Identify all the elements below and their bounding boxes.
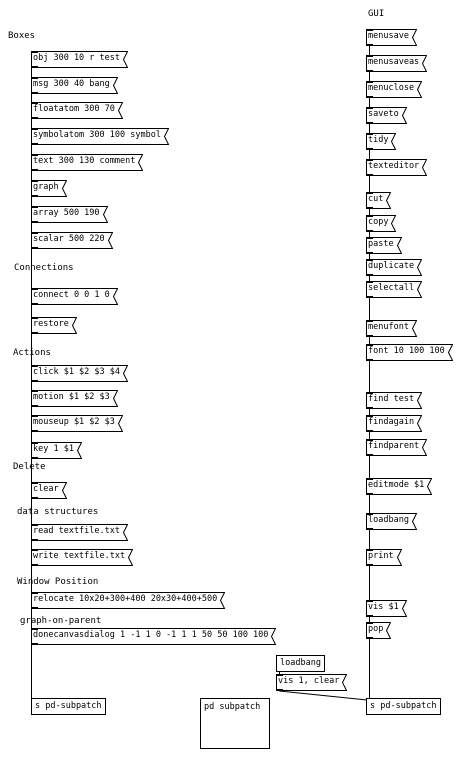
- msg-duplicate[interactable]: duplicate: [366, 259, 422, 276]
- outlet: [366, 454, 373, 456]
- msg-font[interactable]: font 10 100 100: [366, 344, 453, 361]
- inlet: [366, 192, 373, 194]
- outlet: [366, 230, 373, 232]
- inlet: [366, 107, 373, 109]
- msg-read-textfile[interactable]: read textfile.txt: [31, 524, 128, 541]
- inlet: [366, 344, 373, 346]
- msg-tidy[interactable]: tidy: [366, 133, 396, 150]
- inlet: [366, 281, 373, 283]
- label-boxes: Boxes: [8, 31, 36, 41]
- msg-motion[interactable]: motion $1 $2 $3: [31, 390, 118, 407]
- inlet: [31, 482, 38, 484]
- inlet: [31, 232, 38, 234]
- inlet: [276, 674, 283, 676]
- obj-loadbang[interactable]: loadbang: [276, 655, 325, 672]
- inlet: [31, 317, 38, 319]
- outlet: [366, 274, 373, 276]
- inlet: [31, 592, 38, 594]
- inlet: [366, 478, 373, 480]
- msg-text[interactable]: text 300 130 comment: [31, 154, 143, 171]
- outlet: [31, 303, 38, 305]
- msg-connect[interactable]: connect 0 0 1 0: [31, 288, 118, 305]
- inlet: [366, 81, 373, 83]
- outlet: [366, 615, 373, 617]
- msg-restore[interactable]: restore: [31, 317, 77, 334]
- inlet: [31, 51, 38, 53]
- msg-obj[interactable]: obj 300 10 r test: [31, 51, 128, 68]
- msg-array[interactable]: array 500 190: [31, 206, 108, 223]
- outlet: [366, 207, 373, 209]
- outlet: [31, 430, 38, 432]
- outlet: [366, 407, 373, 409]
- inlet: [366, 600, 373, 602]
- inlet: [31, 415, 38, 417]
- outlet: [31, 66, 38, 68]
- msg-donecanvasdialog[interactable]: donecanvasdialog 1 -1 1 0 -1 1 1 50 50 100 100: [31, 628, 276, 645]
- inlet: [366, 320, 373, 322]
- msg-pop[interactable]: pop: [366, 622, 391, 639]
- msg-vis[interactable]: vis $1: [366, 600, 407, 617]
- msg-relocate[interactable]: relocate 10x20+300+400 20x30+400+500: [31, 592, 225, 609]
- outlet: [31, 117, 38, 119]
- inlet: [31, 390, 38, 392]
- msg-editmode[interactable]: editmode $1: [366, 478, 432, 495]
- msg-find-test[interactable]: find test: [366, 392, 422, 409]
- inlet: [366, 55, 373, 57]
- label-data-structures: data structures: [17, 507, 99, 517]
- outlet: [366, 122, 373, 124]
- msg-findagain[interactable]: findagain: [366, 415, 422, 432]
- outlet: [31, 380, 38, 382]
- inlet: [366, 513, 373, 515]
- inlet: [31, 628, 38, 630]
- inlet: [366, 237, 373, 239]
- outlet: [31, 497, 38, 499]
- inlet: [366, 159, 373, 161]
- msg-selectall[interactable]: selectall: [366, 281, 422, 298]
- label-connections: Connections: [14, 263, 74, 273]
- label-gui: GUI: [368, 9, 385, 19]
- inlet: [31, 128, 38, 130]
- label-actions: Actions: [13, 348, 51, 358]
- outlet: [31, 564, 38, 566]
- inlet: [366, 215, 373, 217]
- outlet: [31, 221, 38, 223]
- outlet: [366, 252, 373, 254]
- msg-findparent[interactable]: findparent: [366, 439, 427, 456]
- inlet: [31, 206, 38, 208]
- outlet: [366, 44, 373, 46]
- msg-saveto[interactable]: saveto: [366, 107, 407, 124]
- outlet: [366, 70, 373, 72]
- msg-cut[interactable]: cut: [366, 192, 391, 209]
- label-graph-on-parent: graph-on-parent: [20, 616, 102, 626]
- outlet: [366, 493, 373, 495]
- inlet: [366, 392, 373, 394]
- msg-copy[interactable]: copy: [366, 215, 396, 232]
- msg-menusaveas[interactable]: menusaveas: [366, 55, 427, 72]
- inlet: [366, 29, 373, 31]
- outlet: [366, 528, 373, 530]
- outlet: [31, 92, 38, 94]
- outlet: [31, 195, 38, 197]
- label-window-position: Window Position: [17, 577, 99, 587]
- msg-menufont[interactable]: menufont: [366, 320, 417, 337]
- inlet: [366, 622, 373, 624]
- msg-floatatom[interactable]: floatatom 300 70: [31, 102, 123, 119]
- inlet: [31, 524, 38, 526]
- msg-click[interactable]: click $1 $2 $3 $4: [31, 365, 128, 382]
- msg-scalar[interactable]: scalar 500 220: [31, 232, 113, 249]
- outlet: [366, 296, 373, 298]
- msg-paste[interactable]: paste: [366, 237, 402, 254]
- outlet: [366, 96, 373, 98]
- msg-symbolatom[interactable]: symbolatom 300 100 symbol: [31, 128, 169, 145]
- msg-mouseup[interactable]: mouseup $1 $2 $3: [31, 415, 123, 432]
- msg-loadbang[interactable]: loadbang: [366, 513, 417, 530]
- inlet: [366, 415, 373, 417]
- outlet: [31, 332, 38, 334]
- outlet: [31, 247, 38, 249]
- inlet: [31, 288, 38, 290]
- inlet: [366, 133, 373, 135]
- inlet: [366, 549, 373, 551]
- obj-send-left[interactable]: s pd-subpatch: [31, 698, 106, 715]
- outlet: [366, 430, 373, 432]
- inlet: [31, 180, 38, 182]
- cord-vis-send[interactable]: [280, 691, 368, 700]
- inlet: [366, 439, 373, 441]
- inlet: [31, 102, 38, 104]
- msg-msg[interactable]: msg 300 40 bang: [31, 77, 118, 94]
- obj-pd-subpatch[interactable]: pd subpatch: [200, 698, 270, 749]
- outlet: [276, 689, 283, 691]
- inlet: [366, 259, 373, 261]
- msg-texteditor[interactable]: texteditor: [366, 159, 427, 176]
- inlet: [31, 442, 38, 444]
- inlet: [31, 77, 38, 79]
- msg-menusave[interactable]: menusave: [366, 29, 417, 46]
- outlet: [31, 539, 38, 541]
- outlet: [31, 457, 38, 459]
- msg-print[interactable]: print: [366, 549, 402, 566]
- label-delete: Delete: [13, 462, 46, 472]
- outlet: [31, 607, 38, 609]
- outlet: [366, 637, 373, 639]
- msg-graph[interactable]: graph: [31, 180, 67, 197]
- msg-key[interactable]: key 1 $1: [31, 442, 82, 459]
- outlet: [366, 148, 373, 150]
- outlet: [366, 359, 373, 361]
- msg-clear[interactable]: clear: [31, 482, 67, 499]
- inlet: [31, 365, 38, 367]
- outlet: [31, 643, 38, 645]
- msg-write-textfile[interactable]: write textfile.txt: [31, 549, 133, 566]
- obj-send-right[interactable]: s pd-subpatch: [366, 698, 441, 715]
- outlet: [31, 169, 38, 171]
- outlet: [31, 405, 38, 407]
- inlet: [31, 154, 38, 156]
- outlet: [366, 174, 373, 176]
- msg-menuclose[interactable]: menuclose: [366, 81, 422, 98]
- inlet: [31, 549, 38, 551]
- msg-vis-clear[interactable]: vis 1, clear: [276, 674, 347, 691]
- outlet: [31, 143, 38, 145]
- outlet: [366, 335, 373, 337]
- outlet: [366, 564, 373, 566]
